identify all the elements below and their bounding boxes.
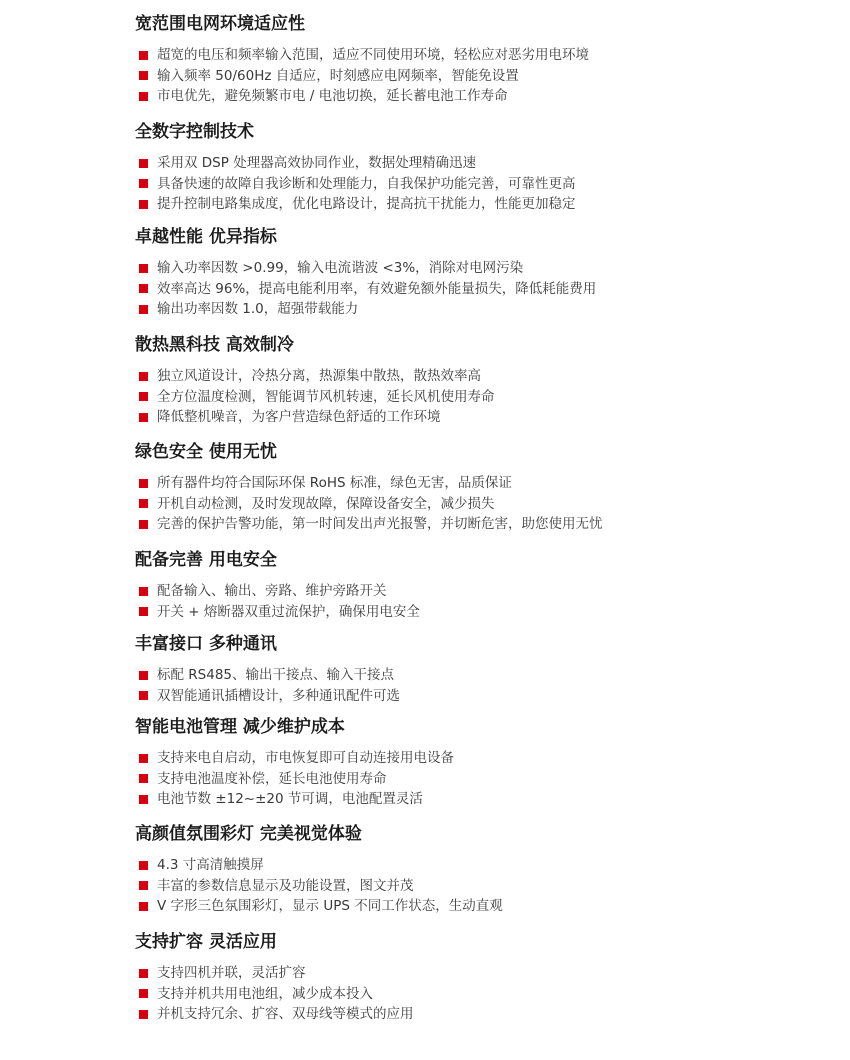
section-title: 高颜值氛围彩灯 完美视觉体验 xyxy=(135,824,362,844)
red-square-bullet-icon xyxy=(139,671,148,680)
red-square-bullet-icon xyxy=(139,499,148,508)
item-text: 采用双 DSP 处理器高效协同作业，数据处理精确迅速 xyxy=(157,155,477,171)
red-square-bullet-icon xyxy=(139,413,148,422)
feature-section-battery xyxy=(135,715,835,810)
item-text: 超宽的电压和频率输入范围，适应不同使用环境，轻松应对恶劣用电环境 xyxy=(157,47,589,63)
list-item xyxy=(135,279,835,300)
section-title: 全数字控制技术 xyxy=(135,122,254,142)
item-text: 全方位温度检测，智能调节风机转速，延长风机使用寿命 xyxy=(157,388,495,405)
feature-section-cooling xyxy=(135,333,835,428)
item-text: 支持电池温度补偿，延长电池使用寿命 xyxy=(157,770,387,787)
item-text: 独立风道设计，冷热分离，热源集中散热，散热效率高 xyxy=(157,368,481,384)
feature-list xyxy=(135,153,835,215)
feature-list xyxy=(135,665,835,706)
red-square-bullet-icon xyxy=(139,861,148,870)
item-text: 提升控制电路集成度，优化电路设计，提高抗干扰能力，性能更加稳定 xyxy=(157,196,576,212)
list-item xyxy=(135,407,835,428)
red-square-bullet-icon xyxy=(139,264,148,273)
red-square-bullet-icon xyxy=(139,989,148,998)
list-item xyxy=(135,748,835,769)
list-item xyxy=(135,686,835,707)
red-square-bullet-icon xyxy=(139,774,148,783)
list-item xyxy=(135,387,835,408)
list-item xyxy=(135,366,835,387)
list-item xyxy=(135,494,835,515)
list-item xyxy=(135,258,835,279)
feature-section-interfaces xyxy=(135,632,835,706)
section-title: 配备完善 用电安全 xyxy=(135,550,277,570)
list-item xyxy=(135,581,835,602)
feature-list xyxy=(135,45,835,107)
feature-section-green-safety xyxy=(135,440,835,535)
section-title: 散热黑科技 高效制冷 xyxy=(135,335,294,355)
red-square-bullet-icon xyxy=(139,881,148,890)
list-item xyxy=(135,514,835,535)
feature-list xyxy=(135,748,835,810)
red-square-bullet-icon xyxy=(139,520,148,529)
section-title: 智能电池管理 减少维护成本 xyxy=(135,717,345,737)
list-item xyxy=(135,602,835,623)
item-text: 双智能通讯插槽设计，多种通讯配件可选 xyxy=(157,687,400,704)
list-item xyxy=(135,665,835,686)
item-text: 完善的保护告警功能，第一时间发出声光报警，并切断危害，助您使用无忧 xyxy=(157,516,603,532)
red-square-bullet-icon xyxy=(139,51,148,60)
red-square-bullet-icon xyxy=(139,1010,148,1019)
section-title: 丰富接口 多种通讯 xyxy=(135,634,277,654)
item-text: 具备快速的故障自我诊断和处理能力，自我保护功能完善，可靠性更高 xyxy=(157,175,576,192)
red-square-bullet-icon xyxy=(139,691,148,700)
list-item xyxy=(135,153,835,174)
item-text: 标配 RS485、输出干接点、输入干接点 xyxy=(157,667,395,683)
item-text: V 字形三色氛围彩灯，显示 UPS 不同工作状态，生动直观 xyxy=(157,898,503,914)
item-text: 支持四机并联，灵活扩容 xyxy=(157,965,306,981)
item-text: 支持来电自启动，市电恢复即可自动连接用电设备 xyxy=(157,750,454,766)
item-text: 市电优先，避免频繁市电 / 电池切换，延长蓄电池工作寿命 xyxy=(157,88,508,104)
red-square-bullet-icon xyxy=(139,284,148,293)
red-square-bullet-icon xyxy=(139,902,148,911)
item-text: 降低整机噪音，为客户营造绿色舒适的工作环境 xyxy=(157,409,441,425)
feature-list xyxy=(135,258,835,320)
item-text: 电池节数 ±12~±20 节可调，电池配置灵活 xyxy=(157,791,423,807)
list-item xyxy=(135,896,835,917)
list-item xyxy=(135,963,835,984)
list-item xyxy=(135,194,835,215)
list-item xyxy=(135,473,835,494)
feature-section-performance xyxy=(135,225,835,320)
feature-section-grid-adaptability xyxy=(135,12,835,107)
item-text: 开机自动检测，及时发现故障，保障设备安全，减少损失 xyxy=(157,495,495,512)
red-square-bullet-icon xyxy=(139,92,148,101)
red-square-bullet-icon xyxy=(139,795,148,804)
item-text: 输入功率因数 >0.99，输入电流谐波 <3%，消除对电网污染 xyxy=(157,260,524,276)
list-item xyxy=(135,876,835,897)
feature-list xyxy=(135,963,835,1025)
red-square-bullet-icon xyxy=(139,71,148,80)
red-square-bullet-icon xyxy=(139,969,148,978)
item-text: 4.3 寸高清触摸屏 xyxy=(157,857,264,873)
red-square-bullet-icon xyxy=(139,479,148,488)
item-text: 并机支持冗余、扩容、双母线等模式的应用 xyxy=(157,1006,414,1022)
list-item xyxy=(135,299,835,320)
list-item xyxy=(135,45,835,66)
section-title: 卓越性能 优异指标 xyxy=(135,227,277,247)
red-square-bullet-icon xyxy=(139,392,148,401)
item-text: 开关 + 熔断器双重过流保护，确保用电安全 xyxy=(157,603,420,620)
feature-list xyxy=(135,366,835,428)
list-item xyxy=(135,789,835,810)
red-square-bullet-icon xyxy=(139,754,148,763)
item-text: 效率高达 96%，提高电能利用率，有效避免额外能量损失，降低耗能费用 xyxy=(157,280,597,297)
item-text: 所有器件均符合国际环保 RoHS 标准，绿色无害，品质保证 xyxy=(157,475,512,491)
list-item xyxy=(135,984,835,1005)
feature-section-digital-control xyxy=(135,120,835,215)
red-square-bullet-icon xyxy=(139,587,148,596)
feature-list xyxy=(135,855,835,917)
section-title: 宽范围电网环境适应性 xyxy=(135,14,305,34)
list-item xyxy=(135,769,835,790)
feature-list xyxy=(135,581,835,622)
feature-list xyxy=(135,473,835,535)
list-item xyxy=(135,855,835,876)
list-item xyxy=(135,174,835,195)
feature-section-display xyxy=(135,822,835,917)
item-text: 丰富的参数信息显示及功能设置，图文并茂 xyxy=(157,877,414,894)
section-title: 绿色安全 使用无忧 xyxy=(135,442,277,462)
item-text: 配备输入、输出、旁路、维护旁路开关 xyxy=(157,583,387,599)
red-square-bullet-icon xyxy=(139,200,148,209)
red-square-bullet-icon xyxy=(139,372,148,381)
item-text: 支持并机共用电池组，减少成本投入 xyxy=(157,985,373,1002)
list-item xyxy=(135,86,835,107)
list-item xyxy=(135,66,835,87)
red-square-bullet-icon xyxy=(139,607,148,616)
item-text: 输入频率 50/60Hz 自适应，时刻感应电网频率，智能免设置 xyxy=(157,67,519,84)
item-text: 输出功率因数 1.0，超强带载能力 xyxy=(157,301,359,317)
red-square-bullet-icon xyxy=(139,179,148,188)
section-title: 支持扩容 灵活应用 xyxy=(135,932,277,952)
feature-section-expansion xyxy=(135,930,835,1025)
feature-section-equipment xyxy=(135,548,835,622)
list-item xyxy=(135,1004,835,1025)
red-square-bullet-icon xyxy=(139,159,148,168)
red-square-bullet-icon xyxy=(139,305,148,314)
